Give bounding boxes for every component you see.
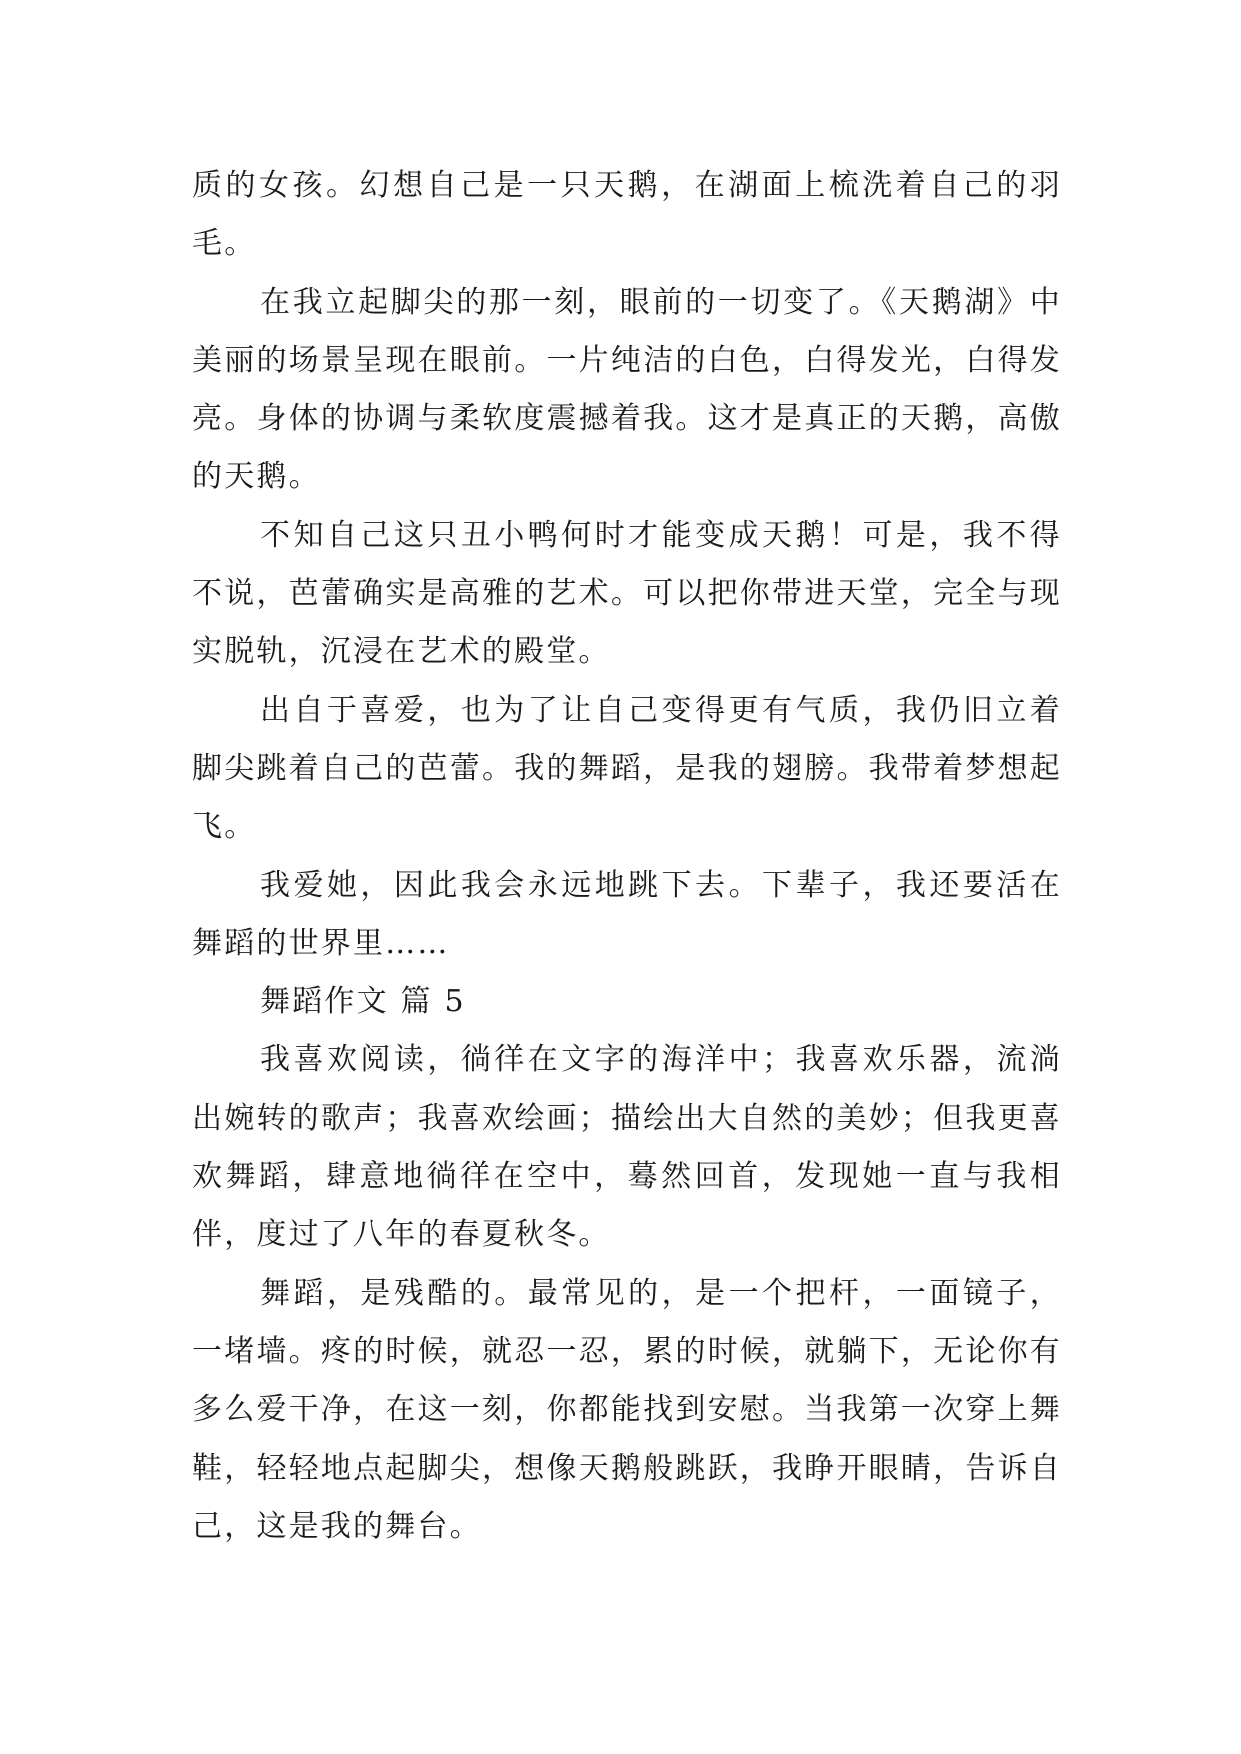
paragraph-continued: 质的女孩。幻想自己是一只天鹅，在湖面上梳洗着自己的羽毛。 [192,168,1062,262]
paragraph: 出自于喜爱，也为了让自己变得更有气质，我仍旧立着脚尖跳着自己的芭蕾。我的舞蹈，是我的翅膀。我带着梦想起飞。 [192,692,1062,845]
document-body [192,157,1062,1556]
paragraph: 在我立起脚尖的那一刻，眼前的一切变了。《天鹅湖》中美丽的场景呈现在眼前。一片纯洁的白色，白得发光，白得发亮。身体的协调与柔软度震撼着我。这才是真正的天鹅，高傲的天鹅。 [192,284,1062,495]
paragraph: 不知自己这只丑小鸭何时才能变成天鹅！可是，我不得不说，芭蕾确实是高雅的艺术。可以把你带进天堂，完全与现实脱轨，沉浸在艺术的殿堂。 [192,517,1062,670]
paragraph: 舞蹈，是残酷的。最常见的，是一个把杆，一面镜子，一堵墙。疼的时候，就忍一忍，累的时候，就躺下，无论你有多么爱干净，在这一刻，你都能找到安慰。当我第一次穿上舞鞋，轻轻地点起脚尖，想像天鹅般跳跃，我睁开眼睛，告诉自己，这是我的舞台。 [192,1275,1062,1544]
paragraph: 我喜欢阅读，徜徉在文字的海洋中；我喜欢乐器，流淌出婉转的歌声；我喜欢绘画；描绘出大自然的美妙；但我更喜欢舞蹈，肆意地徜徉在空中，蓦然回首，发现她一直与我相伴，度过了八年的春夏秋冬。 [192,1042,1062,1253]
section-heading: 舞蹈作文 篇 5 [260,984,466,1020]
paragraph: 我爱她，因此我会永远地跳下去。下辈子，我还要活在舞蹈的世界里…… [192,867,1062,961]
